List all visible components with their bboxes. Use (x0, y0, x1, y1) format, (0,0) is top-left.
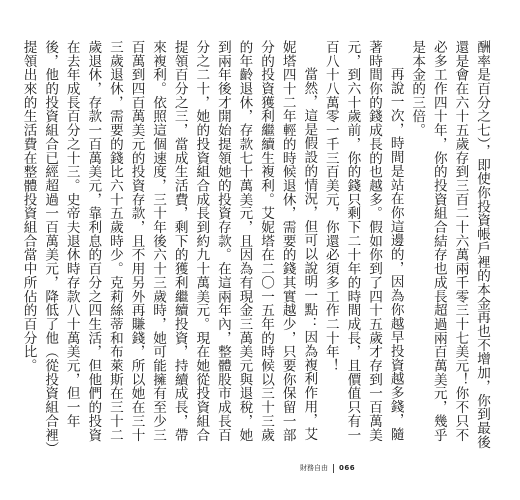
paragraph: 再說一次，時間是站在你這邊的，因為你越早投資越多錢，隨著時間你的錢成長的也越多。假如你到了四十五歲才存到一百萬美元，到六十歲前，你的錢只剩下二十年的時間成長，且價值只有一百八十八萬零一千三百美元，你還必須多工作二十年！ (322, 40, 404, 442)
paragraph: 當然，這是假設的情況，但可以說明一點：因為複利作用，艾妮塔四十二年輕的時候退休，需要的錢其實越少，只要你保留一部分的投資獲利繼續生複利。艾妮塔在二〇一五年的時候以三十三歲的年齡退休，存款七十萬美元，且因為有現金三萬美元與退稅，她到兩年後才開始提領她的投資存款。在這兩年內，整體股市成長百分之二十，她的投資組合成長到約九十萬美元。現在她從投資組合提領百分之三，當成生活費，剩下的獲利繼續投資，持續成長，帶來複利。依照這個速度，三十年後六十三歲時，她可能擁有至少三百萬到四百萬美元的投資存款，且不用另外再賺錢，所以她在三十三歲退休，需要的錢比六十五歲時少。克莉絲蒂和布萊斯在三十二歲退休，存款一百萬美元，靠利息的百分之四生活，但他們的投資在去年成長百分之十三。史帝夫退休時存款八十萬美元，但一年後，他的投資組合已經超過一百萬美元，降低了他（從投資組合裡）提領出來的生活費在整體投資組合當中所佔的百分比。 (20, 40, 318, 449)
body-text-block (20, 40, 492, 450)
page-footer (300, 463, 355, 473)
page-number: 066 (339, 464, 356, 472)
paragraph: 酬率是百分之七），即使你投資帳戶裡的本金再也不增加，你到最後還是會在六十五歲存到三百二十六萬兩千零三十七美元！你不只不必多工作四十年，你的投資組合結存也成長超過兩百萬美元，幾乎是本金的三倍。 (409, 40, 490, 449)
running-title: 財務自由 (300, 464, 328, 472)
footer-divider (333, 464, 334, 473)
